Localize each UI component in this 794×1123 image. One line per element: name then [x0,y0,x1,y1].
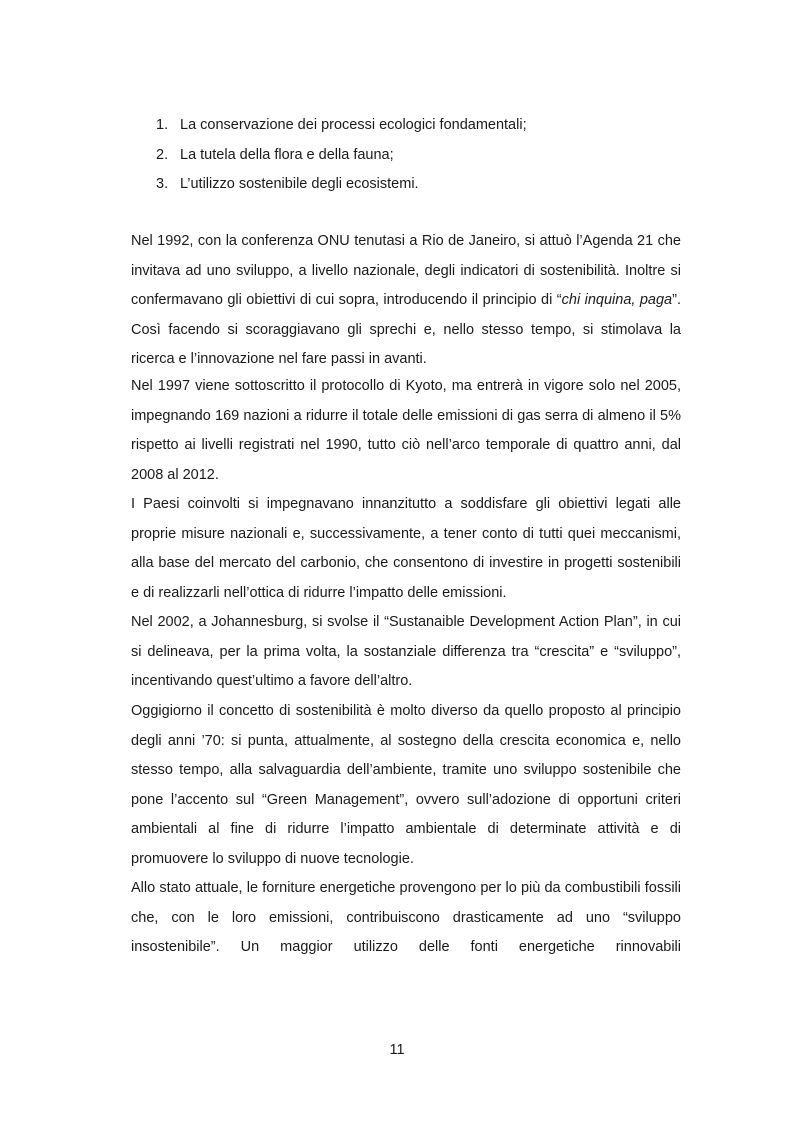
list-item [156,112,527,142]
paragraph-countries: I Paesi coinvolti si impegnavano innanzitutto a soddisfare gli obiettivi legati alle proprie misure nazionali e, successivamente, a tener conto di tutti quei meccanismi, alla base del mercato del carbonio, che consentono di investire in progetti sostenibili e di realizzarli nell’ottica di ridurre l’impatto delle emissioni. [131,496,681,601]
paragraph-kyoto: Nel 1997 viene sottoscritto il protocollo di Kyoto, ma entrerà in vigore solo nel 2005, impegnando 169 nazioni a ridurre il totale delle emissioni di gas serra di almeno il 5% rispetto ai livelli registrati nel 1990, tutto ciò nell’arco temporale di quattro anni, dal 2008 al 2012. [131,378,681,483]
list-item [156,171,527,201]
paragraph-sustainability-today: Oggigiorno il concetto di sostenibilità è molto diverso da quello proposto al principio degli anni ’70: si punta, attualmente, al sostegno della crescita economica e, nello stesso tempo, alla salvaguardia dell’ambiente, tramite uno sviluppo sostenibile che pone l’accento sul “Green Management”, ovvero sull’adozione di opportuni criteri ambientali al fine di ridurre l’impatto ambientale di determinate attività e di promuovere lo sviluppo di nuove tecnologie. [131,703,681,867]
italic-principle: chi inquina, paga [561,292,673,308]
paragraph-agenda-21: Nel 1992, con la conferenza ONU tenutasi a Rio de Janeiro, si attuò l’Agenda 21 che invitava ad uno sviluppo, a livello nazionale, degli indicatori di sostenibilità. Inoltre si confermavano gli obiettivi di cui sopra, introducendo il principio di “chi inquina, paga”. Così facendo si scoraggiavano gli sprechi e, nello stesso tempo, si stimolava la ricerca e l’innovazione nel fare passi in avanti. [131,233,681,367]
numbered-list [156,112,527,201]
list-item-number: 1. [156,117,169,133]
paragraph-johannesburg: Nel 2002, a Johannesburg, si svolse il “Sustanaible Development Action Plan”, in cui si delineava, per la prima volta, la sostanziale differenza tra “crescita” e “sviluppo”, incentivando quest’ultimo a favore dell’altro. [131,614,681,689]
paragraph-energy-supply: Allo stato attuale, le forniture energetiche provengono per lo più da combustibili fossili che, con le loro emissioni, contribuiscono drasticamente ad uno “sviluppo insostenibile”. Un maggior utilizzo delle fonti energetiche rinnovabili [131,880,681,955]
list-item [156,142,527,172]
list-item-text: L’utilizzo sostenibile degli ecosistemi. [180,176,419,192]
list-item-number: 2. [156,146,169,163]
list-item-text: La conservazione dei processi ecologici fondamentali; [180,117,527,133]
list-item-text: La tutela della flora e della fauna; [180,146,394,163]
list-item-number: 3. [156,176,169,192]
page-number: 11 [389,1042,405,1058]
